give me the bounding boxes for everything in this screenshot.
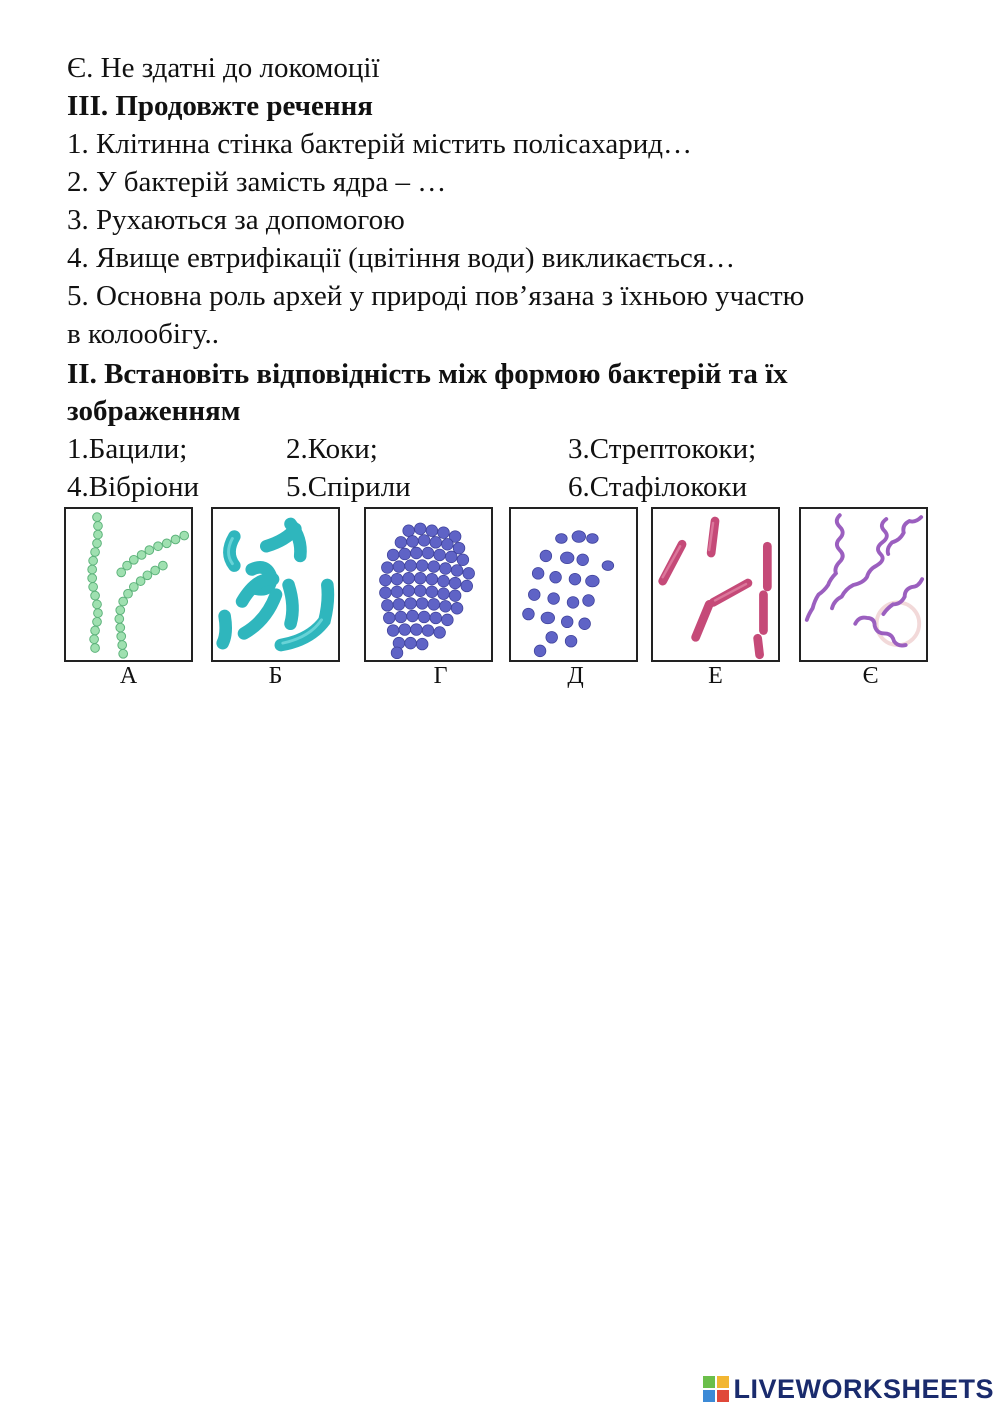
panel-label-b: Б <box>268 663 283 689</box>
image-panel-g <box>364 507 493 662</box>
panel-label-ye: Є <box>862 663 879 689</box>
option-1: 1.Бацили; <box>67 433 188 465</box>
bacilli-image <box>653 509 778 660</box>
image-panel-ye <box>799 507 928 662</box>
question-1: 1. Клітинна стінка бактерій містить полісахарид… <box>67 128 692 160</box>
staphylococci-image <box>366 509 491 660</box>
section-heading-match: ІІ. Встановіть відповідність між формою бактерій та їх <box>67 358 788 390</box>
brand-name: LIVEWORKSHEETS <box>733 1373 994 1404</box>
image-panel-e <box>651 507 780 662</box>
option-6: 6.Стафілококи <box>568 471 748 503</box>
option-3: 3.Стрептококи; <box>568 433 757 465</box>
question-5-cont: в колообігу.. <box>67 318 219 350</box>
option-2: 2.Коки; <box>286 433 378 465</box>
option-5: 5.Спірили <box>286 471 411 503</box>
sentence-loco: Є. Не здатні до локомоції <box>67 52 380 84</box>
question-2: 2. У бактерій замість ядра – … <box>67 166 447 198</box>
image-panel-b <box>211 507 340 662</box>
cocci-image <box>511 509 636 660</box>
section-heading-match-cont: зображенням <box>67 395 241 427</box>
panel-label-a: А <box>119 663 138 689</box>
watermark-circle <box>877 602 920 645</box>
question-5: 5. Основна роль архей у природі пов’язана з їхньою участю <box>67 280 805 312</box>
image-panel-a <box>64 507 193 662</box>
panel-label-d: Д <box>567 663 584 689</box>
streptococci-image <box>66 509 191 660</box>
question-3: 3. Рухаються за допомогою <box>67 204 405 236</box>
liveworksheets-logo <box>703 1372 994 1406</box>
question-4: 4. Явище евтрифікації (цвітіння води) викликається… <box>67 242 736 274</box>
section-heading-continue: ІІІ. Продовжте речення <box>67 90 373 122</box>
vibrio-image <box>213 509 338 660</box>
liveworksheets-logo-icon <box>703 1376 729 1402</box>
image-panel-d <box>509 507 638 662</box>
panel-label-g: Г <box>433 663 448 689</box>
spirilla-image <box>801 509 926 660</box>
panel-label-e: Е <box>708 663 723 689</box>
option-4: 4.Вібріони <box>67 471 200 503</box>
